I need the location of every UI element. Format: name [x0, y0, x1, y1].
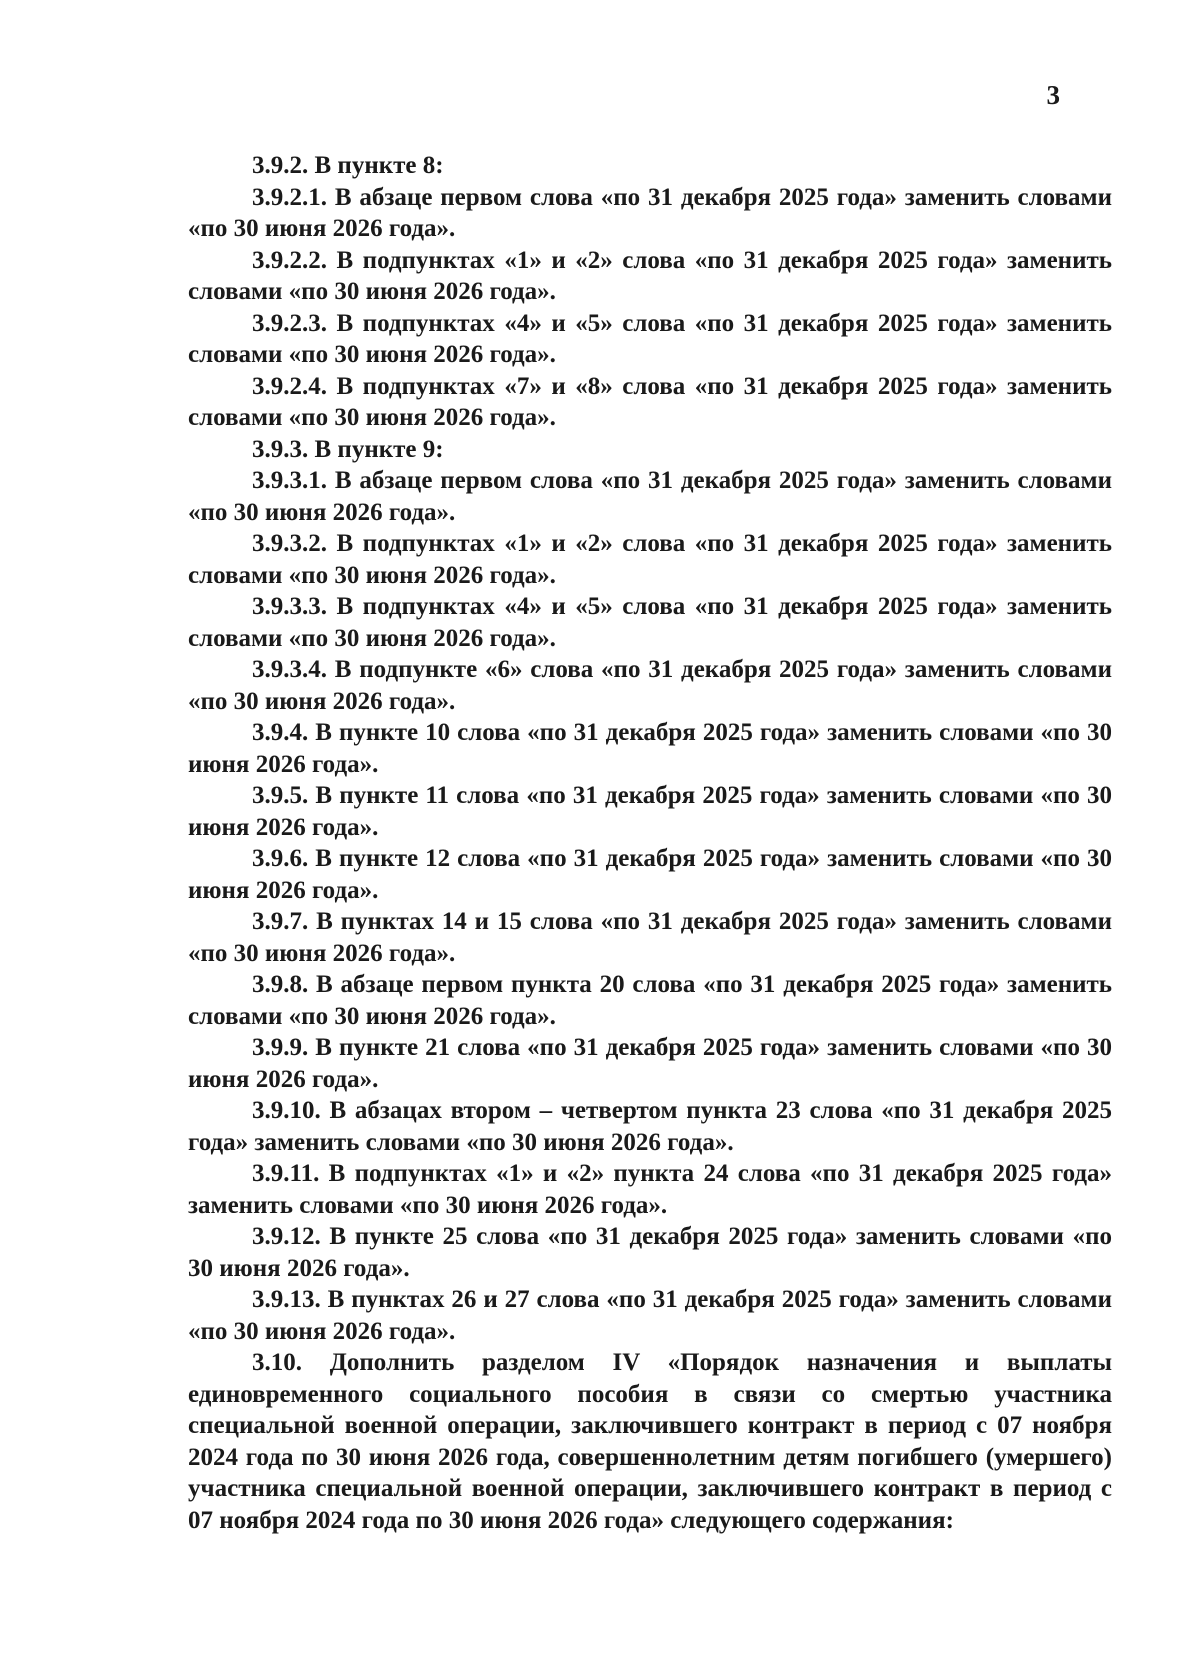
paragraph: 3.9.5. В пункте 11 слова «по 31 декабря 2025 года» заменить словами «по 30 июня 2026 года».	[188, 782, 1112, 841]
paragraph: 3.9.8. В абзаце первом пункта 20 слова «по 31 декабря 2025 года» заменить словами «по 30 июня 2026 года».	[188, 971, 1112, 1030]
paragraph: 3.9.2.4. В подпунктах «7» и «8» слова «по 31 декабря 2025 года» заменить словами «по 30 июня 2026 года».	[188, 372, 1112, 431]
paragraph: 3.9.3.3. В подпунктах «4» и «5» слова «по 31 декабря 2025 года» заменить словами «по 30 июня 2026 года».	[188, 593, 1112, 652]
paragraph: 3.9.12. В пункте 25 слова «по 31 декабря 2025 года» заменить словами «по 30 июня 2026 года».	[188, 1223, 1112, 1282]
paragraph: 3.9.13. В пунктах 26 и 27 слова «по 31 декабря 2025 года» заменить словами «по 30 июня 2026 года».	[188, 1286, 1112, 1345]
paragraph: 3.9.6. В пункте 12 слова «по 31 декабря 2025 года» заменить словами «по 30 июня 2026 года».	[188, 845, 1112, 904]
page-number: 3	[1046, 80, 1060, 110]
paragraph: 3.9.2.2. В подпунктах «1» и «2» слова «по 31 декабря 2025 года» заменить словами «по 30 июня 2026 года».	[188, 246, 1112, 305]
paragraph: 3.9.10. В абзацах втором – четвертом пункта 23 слова «по 31 декабря 2025 года» заменить словами «по 30 июня 2026 года».	[188, 1097, 1112, 1156]
paragraph: 3.9.3.4. В подпункте «6» слова «по 31 декабря 2025 года» заменить словами «по 30 июня 2026 года».	[188, 656, 1112, 715]
paragraph: 3.9.2.3. В подпунктах «4» и «5» слова «по 31 декабря 2025 года» заменить словами «по 30 июня 2026 года».	[188, 309, 1112, 368]
paragraph: 3.9.9. В пункте 21 слова «по 31 декабря 2025 года» заменить словами «по 30 июня 2026 года».	[188, 1034, 1112, 1093]
paragraph: 3.9.3.1. В абзаце первом слова «по 31 декабря 2025 года» заменить словами «по 30 июня 2026 года».	[188, 467, 1112, 526]
paragraph: 3.9.2. В пункте 8:	[252, 152, 444, 179]
paragraph: 3.9.4. В пункте 10 слова «по 31 декабря 2025 года» заменить словами «по 30 июня 2026 года».	[188, 719, 1112, 778]
paragraph: 3.9.2.1. В абзаце первом слова «по 31 декабря 2025 года» заменить словами «по 30 июня 2026 года».	[188, 183, 1112, 242]
document-body	[188, 150, 1112, 1536]
paragraph: 3.9.7. В пунктах 14 и 15 слова «по 31 декабря 2025 года» заменить словами «по 30 июня 2026 года».	[188, 908, 1112, 967]
paragraph: 3.9.3. В пункте 9:	[252, 435, 444, 463]
paragraph: 3.9.3.2. В подпунктах «1» и «2» слова «по 31 декабря 2025 года» заменить словами «по 30 июня 2026 года».	[188, 530, 1112, 589]
paragraph: 3.9.11. В подпунктах «1» и «2» пункта 24 слова «по 31 декабря 2025 года» заменить словами «по 30 июня 2026 года».	[188, 1160, 1112, 1219]
paragraph: 3.10. Дополнить разделом IV «Порядок назначения и выплаты единовременного социального пособия в связи со смертью участника специальной военной операции, заключившего контракт в период с 07 ноября 2024 года по 30 июня 2026 года, совершеннолетним детям погибшего (умершего) участника специальной военной операции, заключившего контракт в период с 07 ноября 2024 года по 30 июня 2026 года» следующего содержания:	[188, 1349, 1112, 1534]
